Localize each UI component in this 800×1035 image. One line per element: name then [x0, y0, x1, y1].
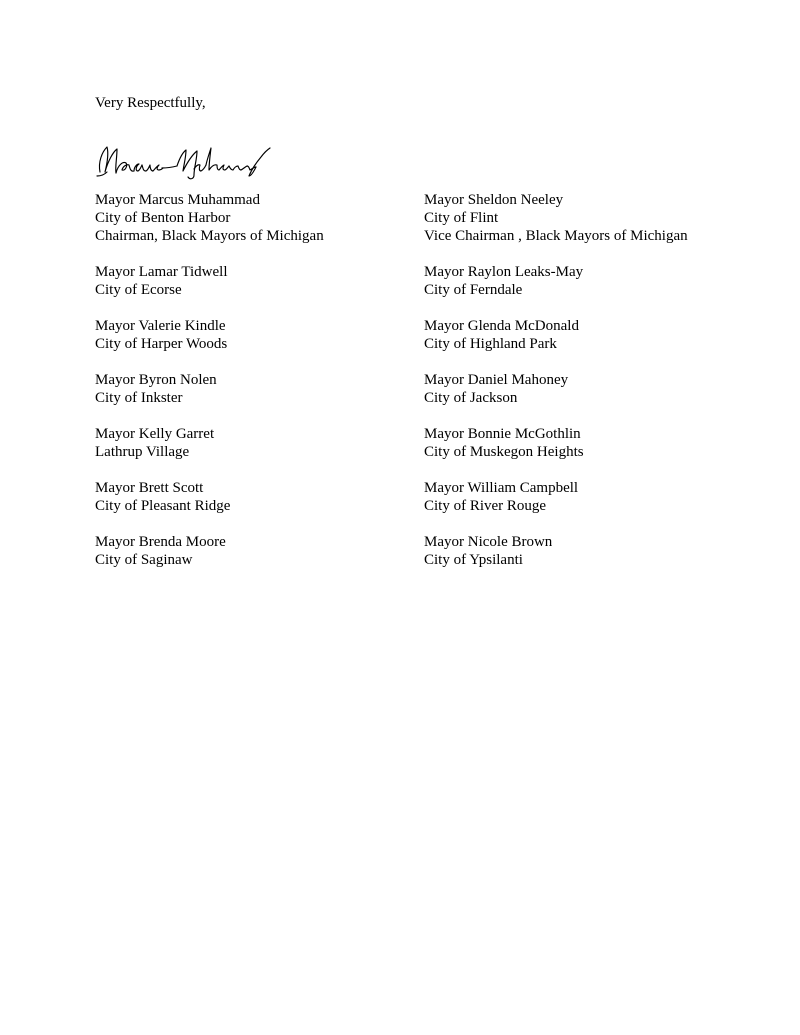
signer-block — [424, 425, 764, 461]
signer-block — [424, 533, 764, 569]
signer-title: Chairman, Black Mayors of Michigan — [95, 228, 324, 245]
signer-name: Mayor Nicole Brown — [424, 534, 553, 551]
signer-block — [424, 371, 764, 407]
signer-city: City of Benton Harbor — [95, 210, 231, 227]
signer-city: City of Ypsilanti — [424, 552, 523, 569]
signer-city: Lathrup Village — [95, 444, 190, 461]
signer-name: Mayor Valerie Kindle — [95, 318, 226, 335]
signer-name: Mayor Glenda McDonald — [424, 318, 579, 335]
signer-city: City of Saginaw — [95, 552, 193, 569]
signer-block — [424, 191, 764, 246]
signer-block — [95, 191, 415, 246]
signer-name: Mayor Marcus Muhammad — [95, 192, 260, 208]
signer-name: Mayor Sheldon Neeley — [424, 192, 564, 208]
signer-name: Mayor Bonnie McGothlin — [424, 426, 581, 443]
signer-name: Mayor Daniel Mahoney — [424, 372, 569, 389]
signer-block — [95, 371, 415, 407]
signer-city: City of Highland Park — [424, 336, 557, 353]
signer-city: City of Flint — [424, 210, 499, 227]
handwritten-signature — [93, 136, 273, 182]
signer-block — [424, 317, 764, 353]
signer-block — [95, 263, 415, 299]
signer-name: Mayor William Campbell — [424, 480, 579, 497]
signer-block — [95, 317, 415, 353]
signers-right-column — [424, 191, 764, 587]
signers-left-column — [95, 191, 415, 587]
signer-city: City of Jackson — [424, 390, 518, 407]
signer-name: Mayor Byron Nolen — [95, 372, 217, 389]
signer-city: City of Inkster — [95, 390, 183, 407]
closing-salutation: Very Respectfully, — [95, 95, 206, 111]
signer-city: City of River Rouge — [424, 498, 547, 515]
signer-block — [95, 425, 415, 461]
signer-block — [95, 533, 415, 569]
signer-city: City of Ecorse — [95, 282, 182, 299]
signer-name: Mayor Brenda Moore — [95, 534, 226, 551]
signer-name: Mayor Raylon Leaks-May — [424, 264, 584, 281]
signer-block — [424, 479, 764, 515]
signer-city: City of Harper Woods — [95, 336, 228, 353]
signer-city: City of Muskegon Heights — [424, 444, 584, 461]
signer-name: Mayor Lamar Tidwell — [95, 264, 228, 281]
signer-title: Vice Chairman , Black Mayors of Michigan — [424, 228, 688, 245]
signer-name: Mayor Brett Scott — [95, 480, 204, 497]
signer-city: City of Ferndale — [424, 282, 523, 299]
signer-block — [424, 263, 764, 299]
signature-drawing — [93, 136, 273, 182]
signer-block — [95, 479, 415, 515]
signer-city: City of Pleasant Ridge — [95, 498, 231, 515]
signer-name: Mayor Kelly Garret — [95, 426, 215, 443]
